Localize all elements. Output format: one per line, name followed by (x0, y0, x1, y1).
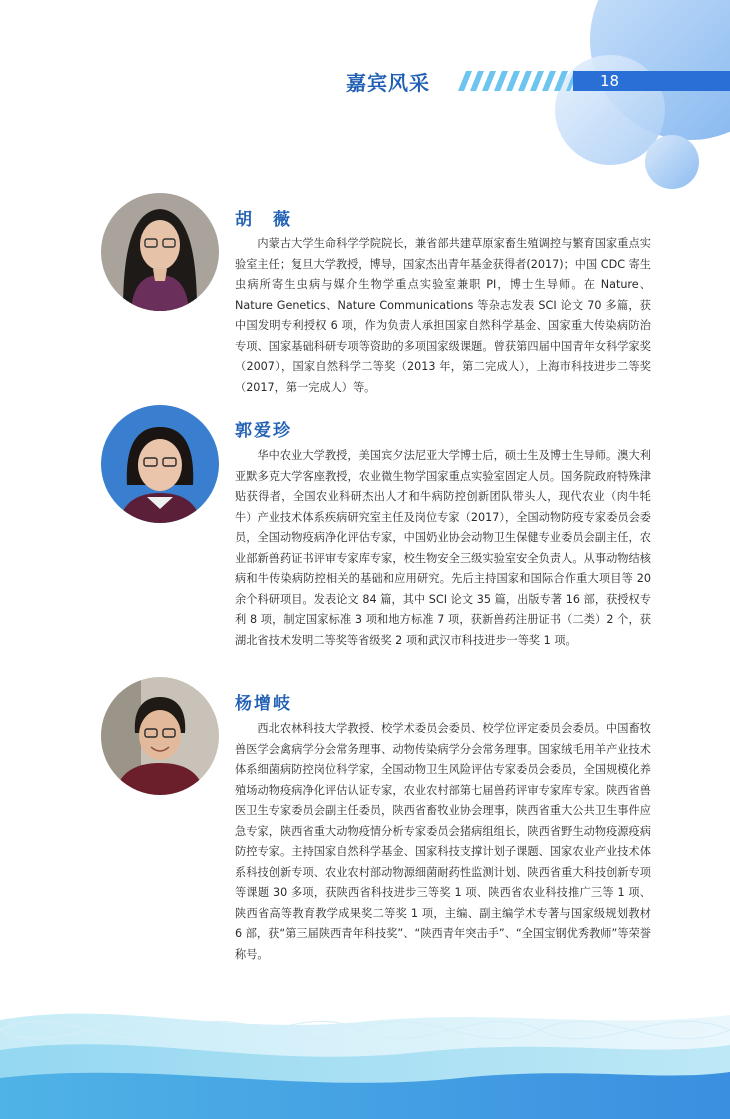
person-bio: 西北农林科技大学教授、校学术委员会委员、校学位评定委员会委员。中国畜牧兽医学会禽病学分会常务理事、动物传染病学分会常务理事。国家绒毛用羊产业技术体系细菌病防控岗位科学家，全国动物卫生风险评估专家委员会委员，全国规模化养殖场动物疫病净化评估认证专家，农业农村部第七届兽药评审专家库专家。陕西省兽医卫生专家委员会副主任委员，陕西省畜牧业协会理事，陕西省重大公共卫生事件应急专家，陕西省重大动物疫情分析专家委员会猪病组组长，陕西省野生动物疫源疫病防控专家。主持国家自然科学基金、国家科技支撑计划子课题、国家农业产业技术体系科技创新专项、农业农村部动物源细菌耐药性监测计划、陕西省重大科技创新专项等课题 30 多项，获陕西省科技进步三等奖 1 项、陕西省农业科技推广三等 1 项、陕西省高等教育教学成果奖二等奖 1 项，主编、副主编学术专著与国家级规划教材 6 部，获“第三届陕西青年科技奖”、“陕西青年突击手”、“全国宝钢优秀教师”等荣誉称号。 (235, 722, 651, 961)
page-title: 嘉宾风采 (346, 71, 430, 95)
page-number: 18 (600, 72, 620, 90)
avatar-photo (101, 405, 219, 523)
decorative-waves (0, 960, 730, 1119)
avatar-photo (101, 193, 219, 311)
header-stripes-decoration (458, 71, 576, 91)
page-number-bar (573, 71, 730, 91)
avatar-photo (101, 677, 219, 795)
person-name: 胡 薇 (235, 210, 292, 230)
person-name: 郭爱珍 (235, 421, 292, 441)
person-bio: 华中农业大学教授，美国宾夕法尼亚大学博士后，硕士生及博士生导师。澳大利亚默多克大学客座教授，农业微生物学国家重点实验室固定人员。国务院政府特殊津贴获得者，全国农业科研杰出人才和牛病防控创新团队带头人，现代农业（肉牛牦牛）产业技术体系疾病研究室主任及岗位专家（2017），全国动物防疫专家委员会委员，全国动物疫病净化评估专家，中国奶业协会动物卫生保健专业委员会副主任，农业部新兽药证书评审专家库专家，校生物安全三级实验室安全负责人。从事动物结核病和牛传染病防控相关的基础和应用研究。先后主持国家和国际合作重大项目等 20 余个科研项目。发表论文 84 篇，其中 SCI 论文 35 篇，出版专著 16 部，获授权专利 8 项，制定国家标准 3 项和地方标准 7 项，获新兽药注册证书（二类）2 个，获湖北省技术发明二等奖等省级奖 2 项和武汉市科技进步一等奖 1 项。 (235, 449, 651, 647)
person-name: 杨增岐 (235, 694, 292, 714)
person-bio: 内蒙古大学生命科学学院院长，兼省部共建草原家畜生殖调控与繁育国家重点实验室主任；复旦大学教授，博导，国家杰出青年基金获得者(2017)；中国 CDC 寄生虫病所寄生虫病与媒介生物学重点实验室兼职 PI，博士生导师。在 Nature、Nature Genetics、Nature Communications 等杂志发表 SCI 论文 70 多篇，获中国发明专利授权 6 项，作为负责人承担国家自然科学基金、国家重大传染病防治专项、国家基础科研专项等资助的多项国家级课题。曾获第四届中国青年女科学家奖（2007），国家自然科学二等奖（2013 年，第二完成人），上海市科技进步二等奖（2017，第一完成人）等。 (235, 237, 651, 394)
